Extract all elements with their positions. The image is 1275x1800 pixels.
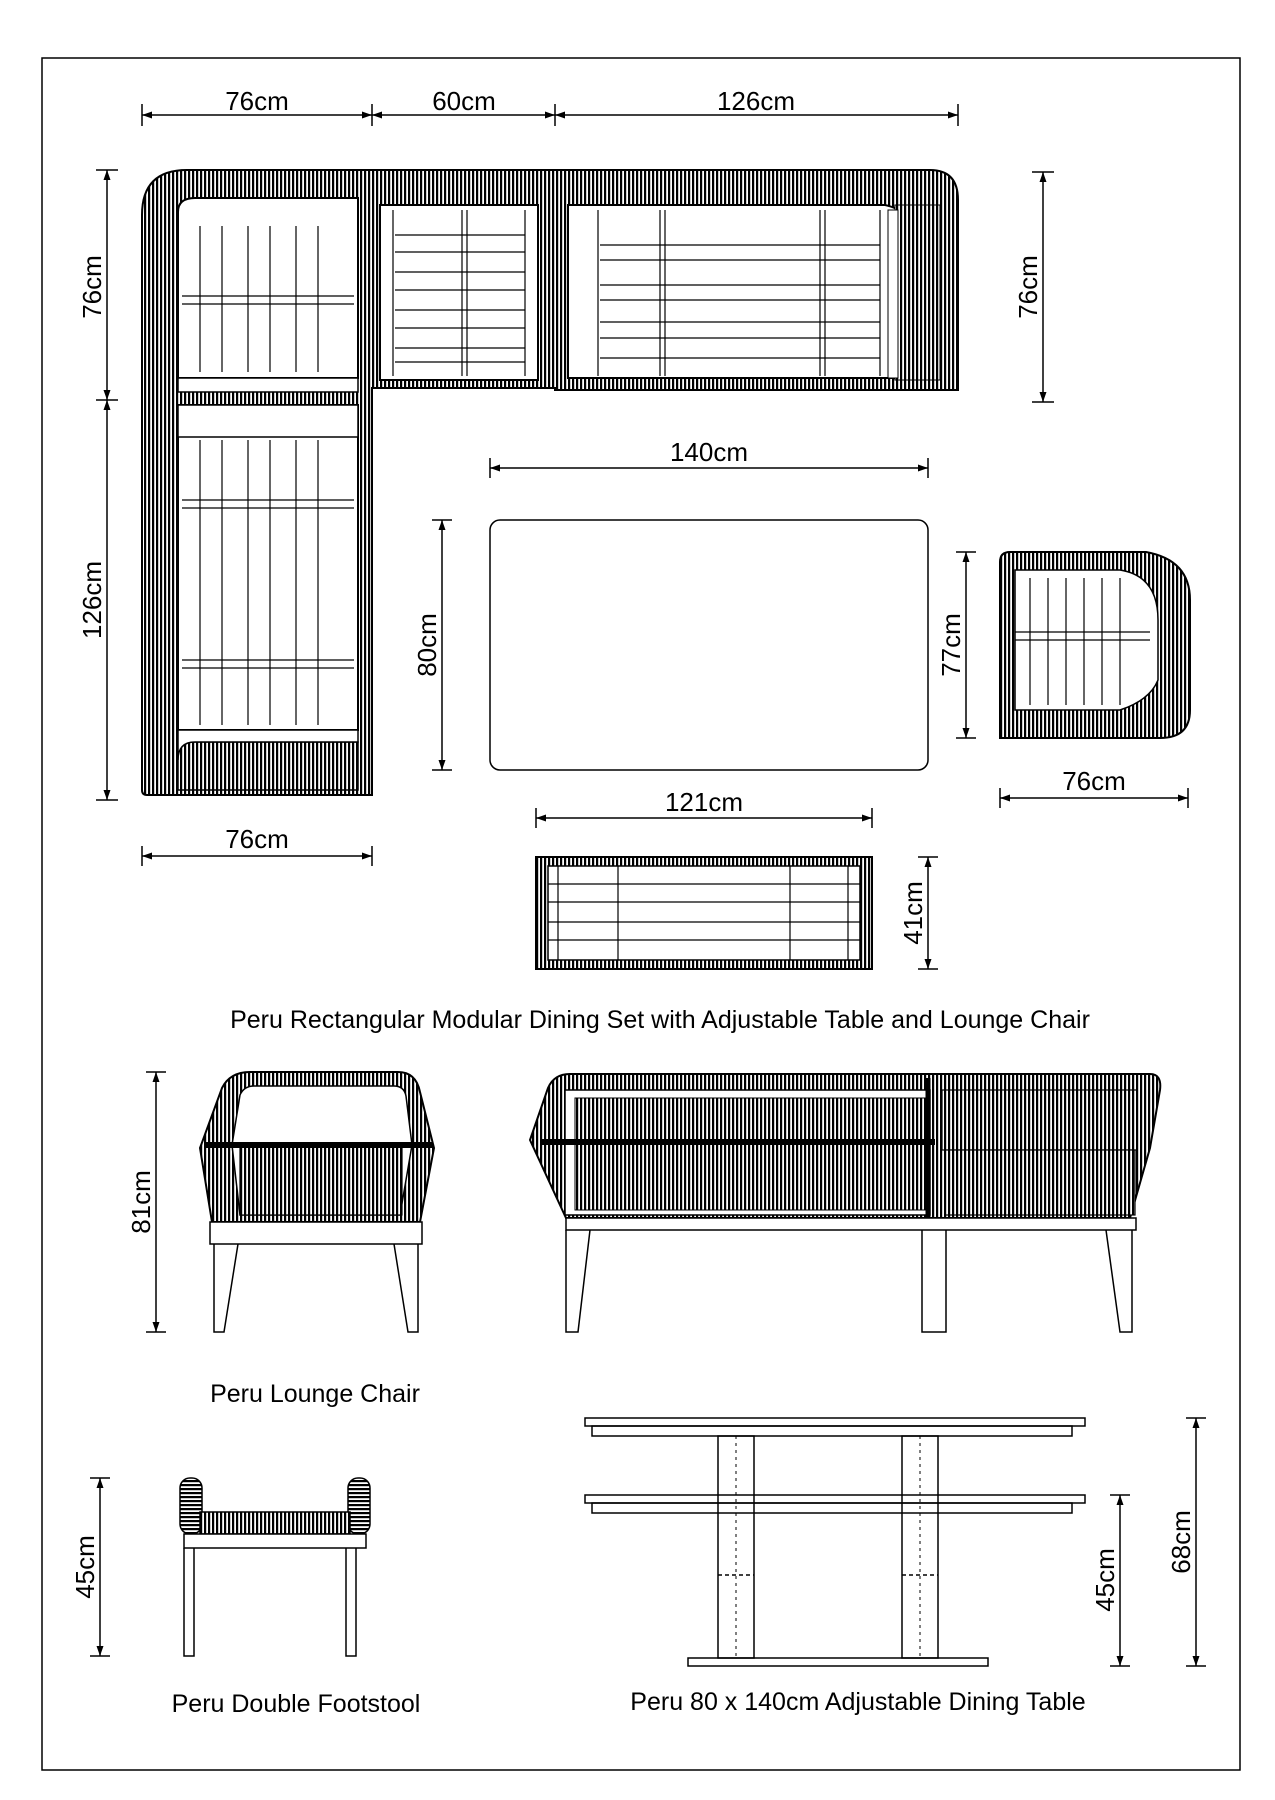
right-module-seat [568,205,918,378]
footstool-elevation [180,1478,370,1656]
dim-footstool-height: 45cm [70,1535,100,1599]
adjustable-table-elevation [585,1418,1085,1666]
dim-corner-top-width: 76cm [225,86,289,116]
dim-middle-top-width: 60cm [432,86,496,116]
dim-bottom-left-width: 76cm [225,824,289,854]
dim-footstool-width: 121cm [664,787,744,817]
dim-chair-height: 81cm [126,1170,156,1234]
caption-set: Peru Rectangular Modular Dining Set with Adjustable Table and Lounge Chair [230,1006,1090,1034]
dim-chair-depth: 77cm [936,613,966,677]
caption-lounge-chair: Peru Lounge Chair [210,1380,420,1408]
lounge-chair-plan [1000,552,1190,738]
dim-footstool-depth: 41cm [898,881,928,945]
dim-right-module-height: 76cm [1013,255,1043,319]
dim-table-depth: 80cm [412,613,442,677]
lounge-chair-elevation [200,1072,434,1332]
sofa-plan-view [142,170,958,795]
dim-corner-left-height: 76cm [77,255,107,319]
sofa-elevation [530,1074,1160,1332]
dim-table-width: 140cm [669,437,749,467]
caption-dining-table: Peru 80 x 140cm Adjustable Dining Table [630,1688,1086,1716]
dim-table-low-height: 45cm [1090,1548,1120,1612]
corner-module-front [178,378,358,392]
middle-module-seat [380,205,538,380]
caption-footstool: Peru Double Footstool [171,1690,421,1718]
dining-table-top-plan [490,520,928,770]
dim-right-top-width: 126cm [716,86,796,116]
lower-left-module-seat [178,405,358,730]
dim-lower-left-height: 126cm [77,560,107,640]
dim-chair-width: 76cm [1062,766,1126,796]
lower-left-module-rope-end [178,742,358,790]
dim-table-high-height: 68cm [1166,1510,1196,1574]
corner-module-seat [178,198,358,378]
footstool-plan [536,857,872,969]
table-plan-dimensions [432,458,928,770]
